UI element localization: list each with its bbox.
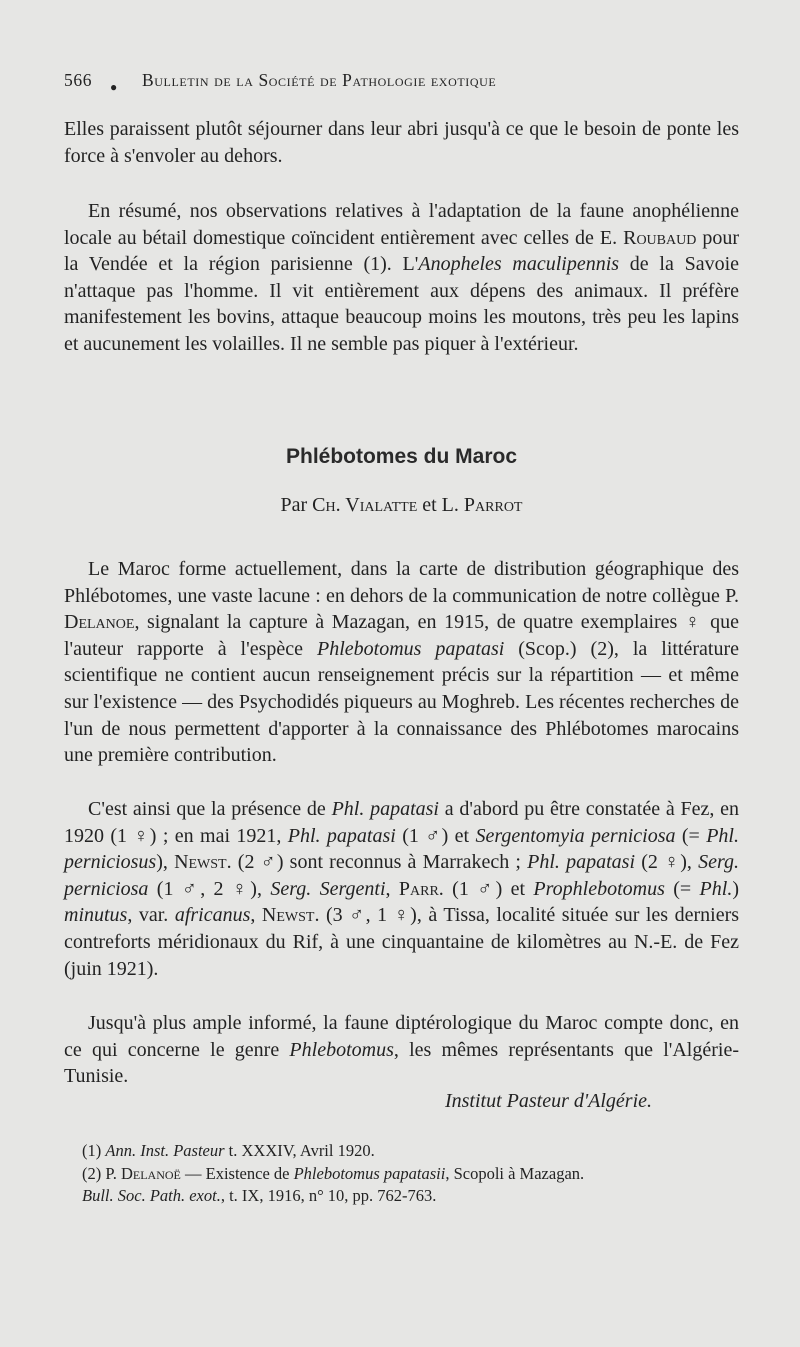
author-name: Roubaud	[623, 226, 697, 249]
author-name: Parr.	[398, 877, 444, 900]
bullet-icon: ●	[110, 80, 118, 94]
text-run: ,	[385, 877, 399, 900]
text-run: (1 ♂) et	[443, 877, 534, 900]
text-run: (Scop.) (2), la littérature scientifique ne contient aucun renseignement précis sur la répartition — et même sur l'existence — des Psychodidés piqueurs au Moghreb. Les récentes recherches de l'un de nous permettent d'apporter à la connaissance des Phlébotomes marocains une première contribution.	[64, 637, 739, 767]
intro-paragraph-1: Elles paraissent plutôt séjourner dans leur abri jusqu'à ce que le besoin de ponte les force à s'envoler au dehors.	[64, 118, 739, 167]
intro-paragraph-2	[64, 198, 739, 358]
text-run: , les mêmes représentants que l'Algérie-Tunisie.	[64, 1038, 739, 1088]
running-header	[64, 70, 744, 94]
text-run: , t. IX, 1916, n° 10, pp. 762-763.	[220, 1186, 437, 1205]
article-paragraph-2	[64, 796, 739, 982]
species-name: Anopheles maculipennis	[418, 253, 620, 276]
article-authors	[64, 494, 739, 517]
footnote-2	[82, 1163, 782, 1207]
footnote-marker: (2) P.	[82, 1164, 121, 1183]
text-run: Par	[280, 494, 313, 516]
text-run: ,	[250, 904, 262, 927]
author-name: Newst.	[174, 851, 232, 874]
species-name: Serg. perniciosa	[64, 851, 739, 900]
species-name: Serg. Sergenti	[270, 877, 386, 900]
text-run: )	[732, 877, 739, 900]
author-name: Delanoë	[120, 1164, 181, 1183]
text-run: En résumé, nos observations relatives à l'adaptation de la faune anophélienne locale au bétail domestique coïncident entièrement avec celles de E.	[64, 200, 739, 249]
text-run: (2 ♀),	[635, 851, 699, 874]
text-run: — Existence de	[180, 1164, 294, 1183]
species-name: Prophlebotomus	[533, 877, 665, 900]
page-number: 566	[64, 70, 93, 90]
text-run: (3 ♂, 1 ♀), à Tissa, localité située sur les derniers contreforts méridionaux du Rif, à une cinquantaine de kilomètres au N.-E. de Fez (juin 1921).	[64, 904, 740, 980]
genus-name: Phlebotomus	[289, 1038, 394, 1061]
text-run: et L.	[417, 494, 464, 516]
article-paragraph-1	[64, 556, 739, 769]
species-name: Phl. perniciosus	[64, 824, 739, 874]
text-run: pour la Vendée et la région parisienne (1). L'	[64, 226, 739, 276]
text-run: a d'abord pu être constatée à Fez, en 1920 (1 ♀) ; en mai 1921,	[64, 798, 739, 847]
text-run: (2 ♂) sont reconnus à Marrakech ;	[231, 851, 528, 874]
institution-signature: Institut Pasteur d'Algérie.	[444, 1090, 652, 1112]
author-name: Delanoe	[64, 611, 135, 634]
species-name: Phlebotomus papatasi	[316, 637, 505, 660]
species-name: Sergentomyia perniciosa	[475, 824, 676, 847]
text-run: t. XXXIV, Avril 1920.	[224, 1141, 375, 1160]
text-run: , signalant la capture à Mazagan, en 1915, de quatre exemplaires ♀ que l'auteur rapporte à l'espèce	[64, 611, 739, 660]
text-run: Le Maroc forme actuellement, dans la carte de distribution géographique des Phlébotomes, une vaste lacune : en dehors de la communication de notre collègue P.	[64, 558, 739, 607]
text-run: Jusqu'à plus ample informé, la faune diptérologique du Maroc compte donc, en ce qui concerne le genre	[64, 1012, 739, 1061]
text-run: de la Savoie n'attaque pas l'homme. Il vit entièrement aux dépens des animaux. Il préfère manifestement les bovins, attaque beaucoup moins les moutons, très peu les lapins et aucunement les volailles. Il ne semble pas piquer à l'extérieur.	[64, 253, 740, 355]
author-name: Newst.	[261, 904, 320, 927]
text-run: , var.	[127, 904, 175, 927]
running-title: Bulletin de la Société de Pathologie exotique	[142, 70, 497, 90]
footnote-marker: (1)	[82, 1141, 106, 1160]
journal-name: Bull. Soc. Path. exot.	[82, 1186, 221, 1205]
author-name: Parrot	[463, 494, 523, 516]
species-name: africanus	[174, 904, 251, 927]
text-run: C'est ainsi que la présence de	[88, 798, 332, 820]
text-run: (=	[664, 877, 700, 900]
text-run: (=	[675, 824, 707, 847]
text-run: , Scopoli à Mazagan.	[445, 1164, 585, 1183]
species-name: Phl. papatasi	[527, 851, 636, 874]
species-name: Phl. papatasi	[331, 798, 439, 820]
text-run: (1 ♂, 2 ♀),	[148, 877, 271, 900]
footnote-1	[82, 1140, 782, 1162]
species-name: minutus	[64, 904, 128, 927]
species-name: Phl.	[699, 877, 733, 900]
article-paragraph-3	[64, 1010, 739, 1090]
text-run: (1 ♂) et	[395, 824, 476, 847]
text-run: ),	[156, 851, 175, 874]
article-title: Phlébotomes du Maroc	[285, 445, 518, 468]
journal-name: Ann. Inst. Pasteur	[105, 1141, 225, 1160]
species-name: Phl. papatasi	[287, 824, 396, 847]
author-name: Ch. Vialatte	[312, 494, 418, 516]
species-name: Phlebotomus papatasii	[293, 1164, 446, 1183]
